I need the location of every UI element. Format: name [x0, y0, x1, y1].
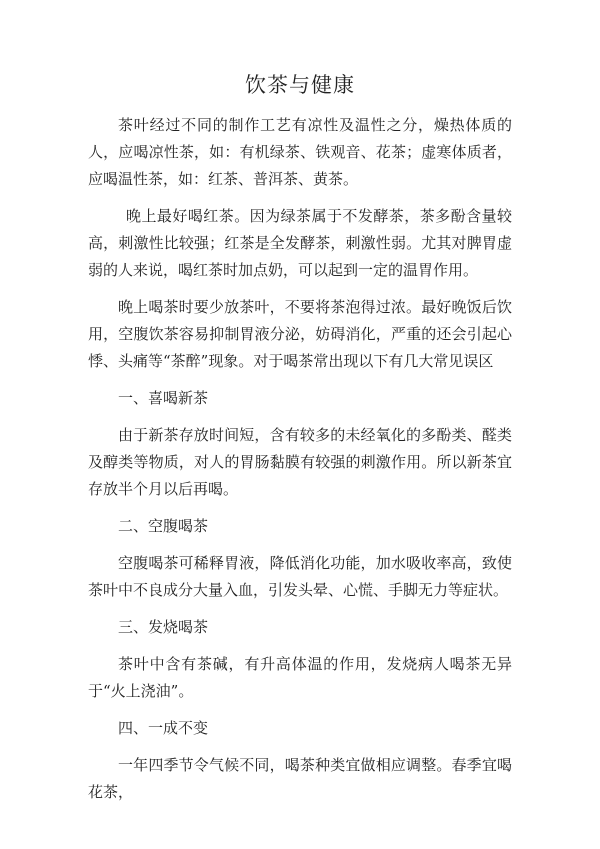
intro-paragraph-black-tea: 晚上最好喝红茶。因为绿茶属于不发酵茶，茶多酚含量较高，刺激性比较强；红茶是全发酵茶，刺激性弱。尤其对脾胃虚弱的人来说，喝红茶时加点奶，可以起到一定的温胃作用。 [88, 207, 512, 279]
section-heading-fever: 三、发烧喝茶 [118, 618, 209, 636]
section-text-fever: 茶叶中含有茶碱，有升高体温的作用，发烧病人喝茶无异于“火上浇油”。 [88, 655, 512, 700]
section-text-new-tea: 由于新茶存放时间短，含有较多的未经氧化的多酚类、醛类及醇类等物质，对人的胃肠黏膜有较强的刺激作用。所以新茶宜存放半个月以后再喝。 [88, 426, 512, 498]
section-text-empty-stomach: 空腹喝茶可稀释胃液，降低消化功能，加水吸收率高，致使茶叶中不良成分大量入血，引发头晕、心慌、手脚无力等症状。 [88, 554, 512, 599]
section-heading-empty-stomach: 二、空腹喝茶 [118, 517, 209, 535]
section-heading-new-tea: 一、喜喝新茶 [118, 389, 209, 407]
intro-paragraph-body-types: 茶叶经过不同的制作工艺有凉性及温性之分，燥热体质的人，应喝凉性茶，如：有机绿茶、铁观音、花茶；虚寒体质者，应喝温性茶，如：红茶、普洱茶、黄茶。 [88, 116, 512, 188]
section-text-unchanging: 一年四季节令气候不同，喝茶种类宜做相应调整。春季宜喝花茶， [88, 756, 512, 801]
page-title: 饮茶与健康 [245, 73, 355, 97]
section-heading-unchanging: 四、一成不变 [118, 719, 209, 737]
intro-paragraph-evening-tea: 晚上喝茶时要少放茶叶，不要将茶泡得过浓。最好晚饭后饮用，空腹饮茶容易抑制胃液分泌，妨碍消化，严重的还会引起心悸、头痛等“茶醉”现象。对于喝茶常出现以下有几大常见误区 [88, 298, 512, 370]
